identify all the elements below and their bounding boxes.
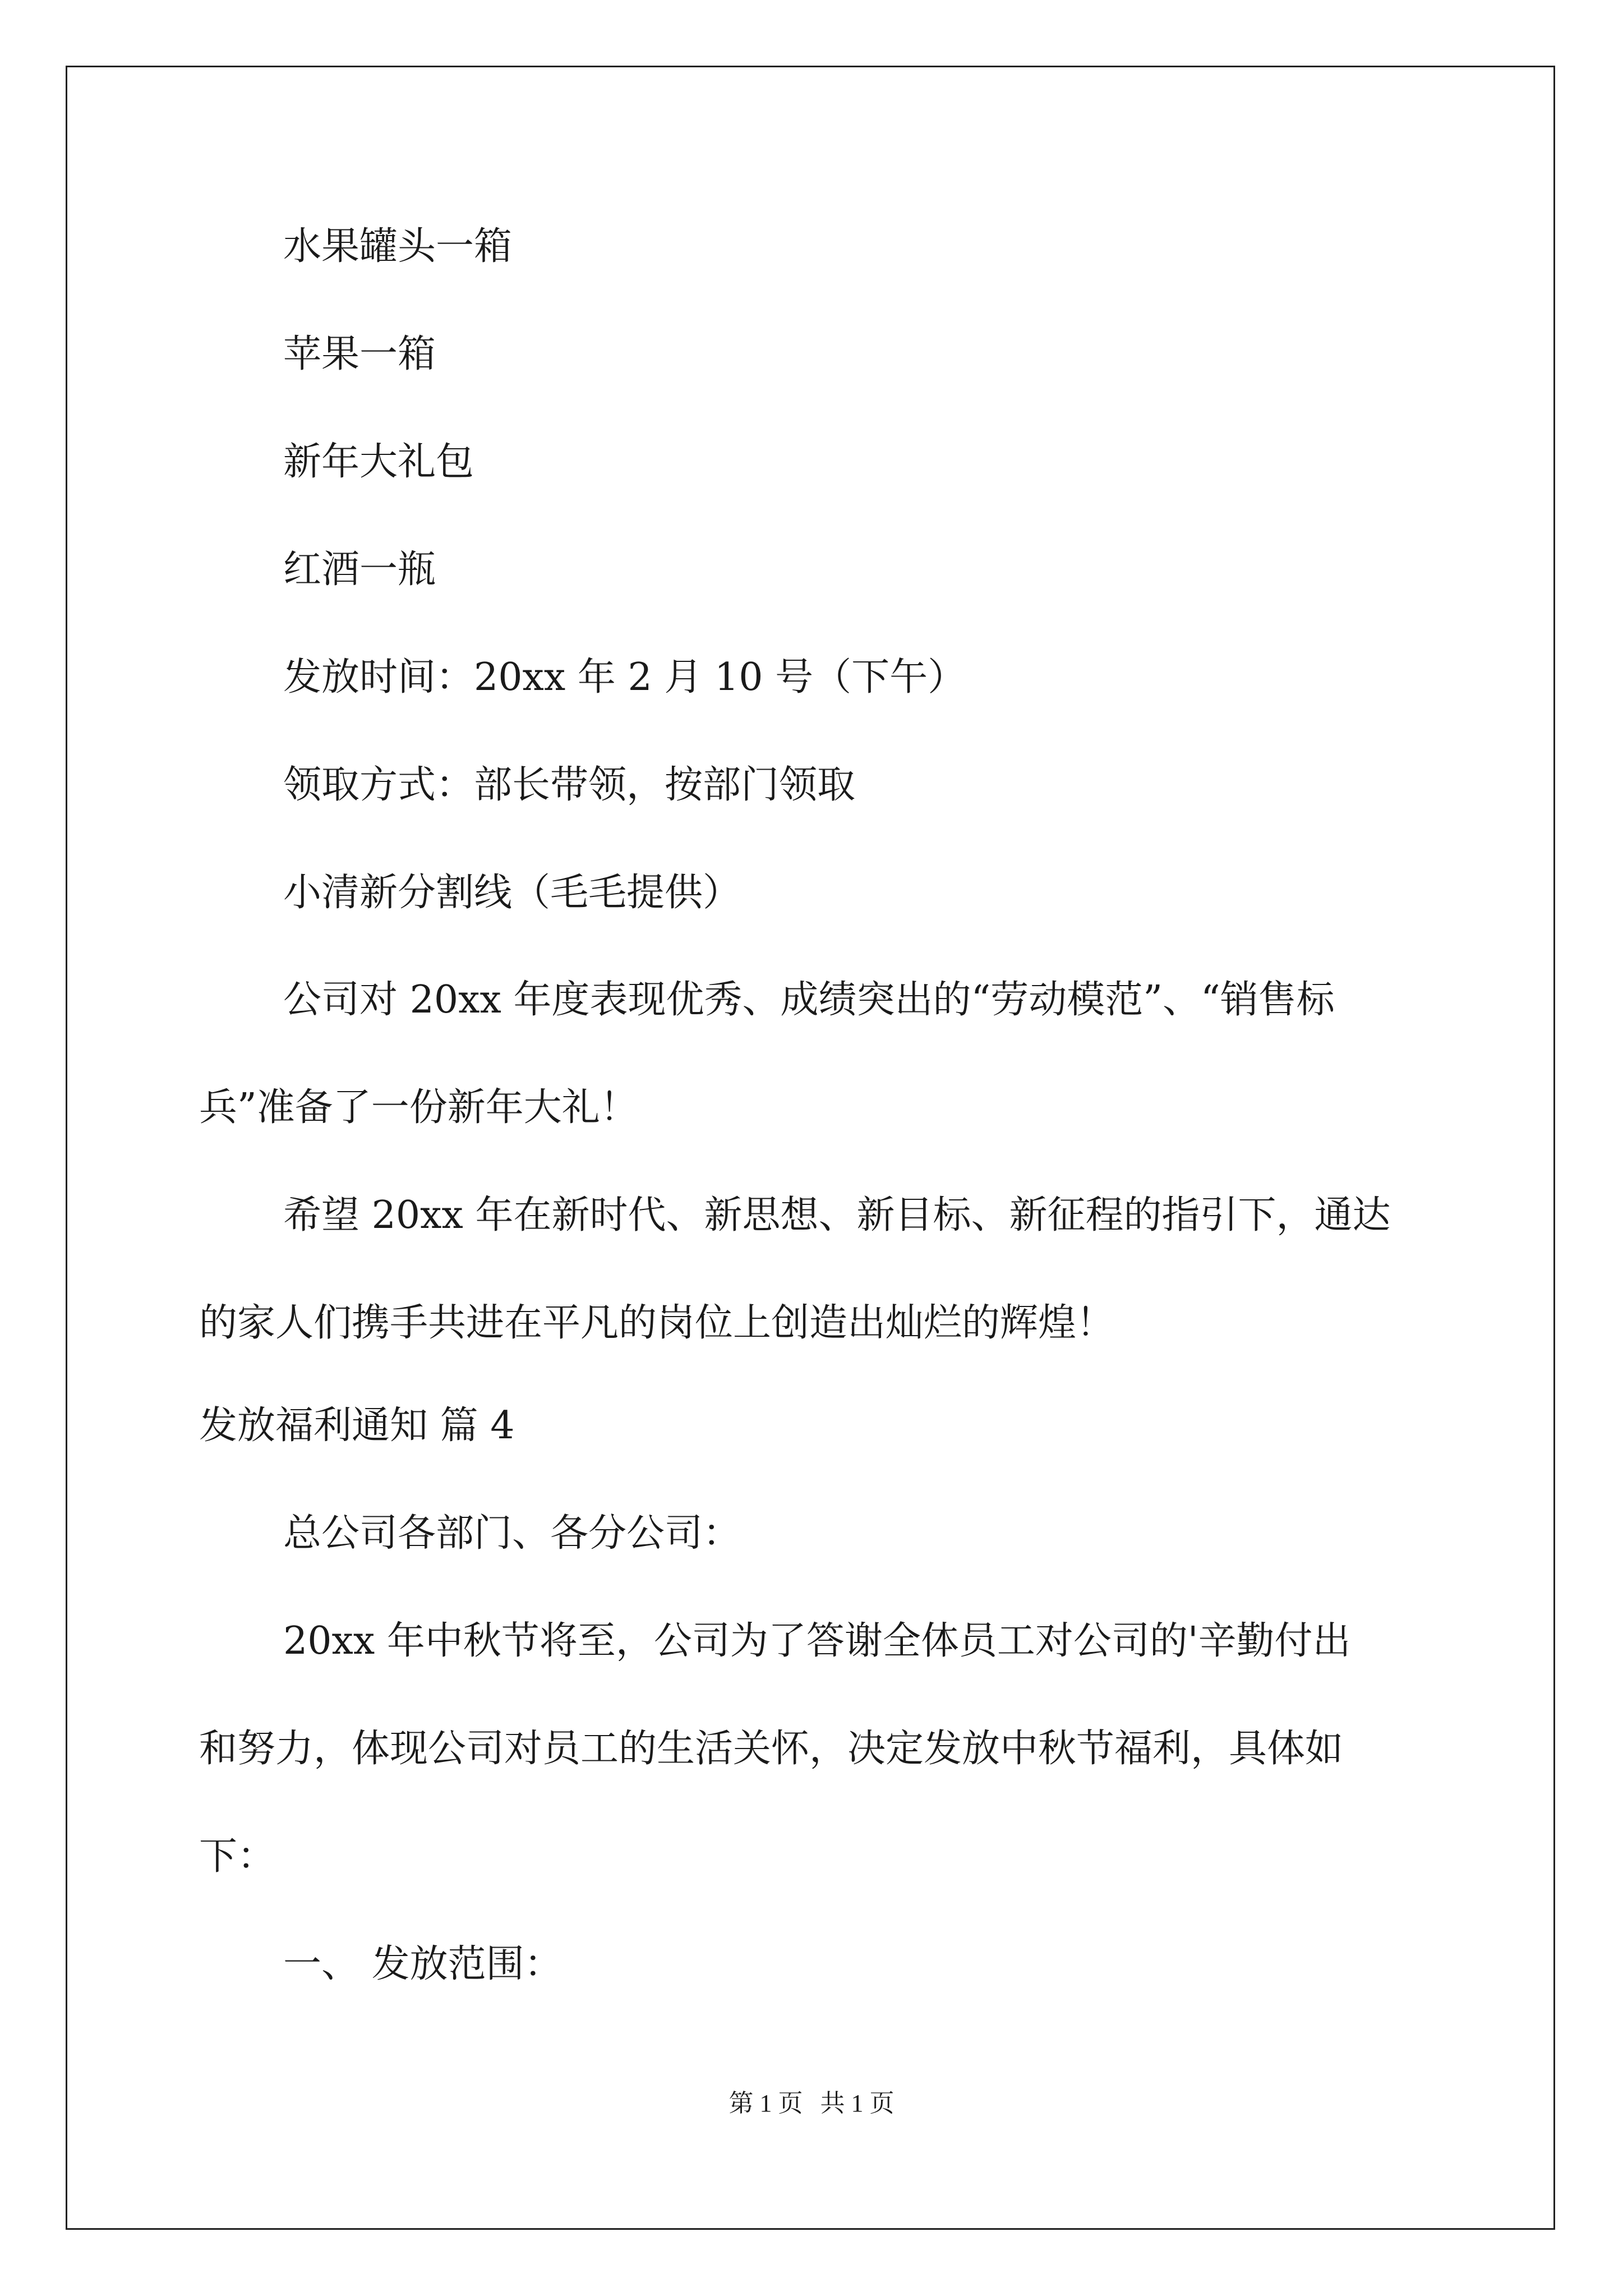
text-line: 和努力，体现公司对员工的生活关怀，决定发放中秋节福利，具体如 [199, 1727, 1344, 1771]
text-line: 新年大礼包 [283, 440, 474, 484]
text-line: 苹果一箱 [283, 332, 436, 376]
text-line: 发放时间：20xx 年 2 月 10 号（下午） [283, 655, 966, 700]
text-line: 希望 20xx 年在新时代、新思想、新目标、新征程的指引下，通达 [283, 1193, 1391, 1237]
text-line: 公司对 20xx 年度表现优秀、成绩突出的“劳动模范”、“销售标 [283, 978, 1335, 1022]
section-heading: 发放福利通知 篇 4 [199, 1404, 515, 1448]
text-line: 下： [199, 1834, 276, 1879]
page-number-total: 共 1 页 [820, 2090, 895, 2117]
text-line: 兵”准备了一份新年大礼！ [199, 1085, 638, 1130]
page-footer [0, 2087, 1623, 2120]
list-item-heading: 一、 发放范围： [283, 1942, 562, 1986]
text-line: 红酒一瓶 [283, 547, 436, 592]
page-number-current: 第 1 页 [728, 2090, 803, 2117]
text-line: 小清新分割线（毛毛提供） [283, 871, 741, 915]
text-line: 20xx 年中秋节将至，公司为了答谢全体员工对公司的'辛勤付出 [283, 1619, 1351, 1663]
text-line: 水果罐头一箱 [283, 224, 513, 269]
page-border [66, 66, 1555, 2230]
text-line: 领取方式：部长带领，按部门领取 [283, 763, 856, 807]
text-line: 总公司各部门、各分公司： [283, 1511, 741, 1556]
text-line: 的家人们携手共进在平凡的岗位上创造出灿烂的辉煌！ [199, 1301, 1115, 1345]
